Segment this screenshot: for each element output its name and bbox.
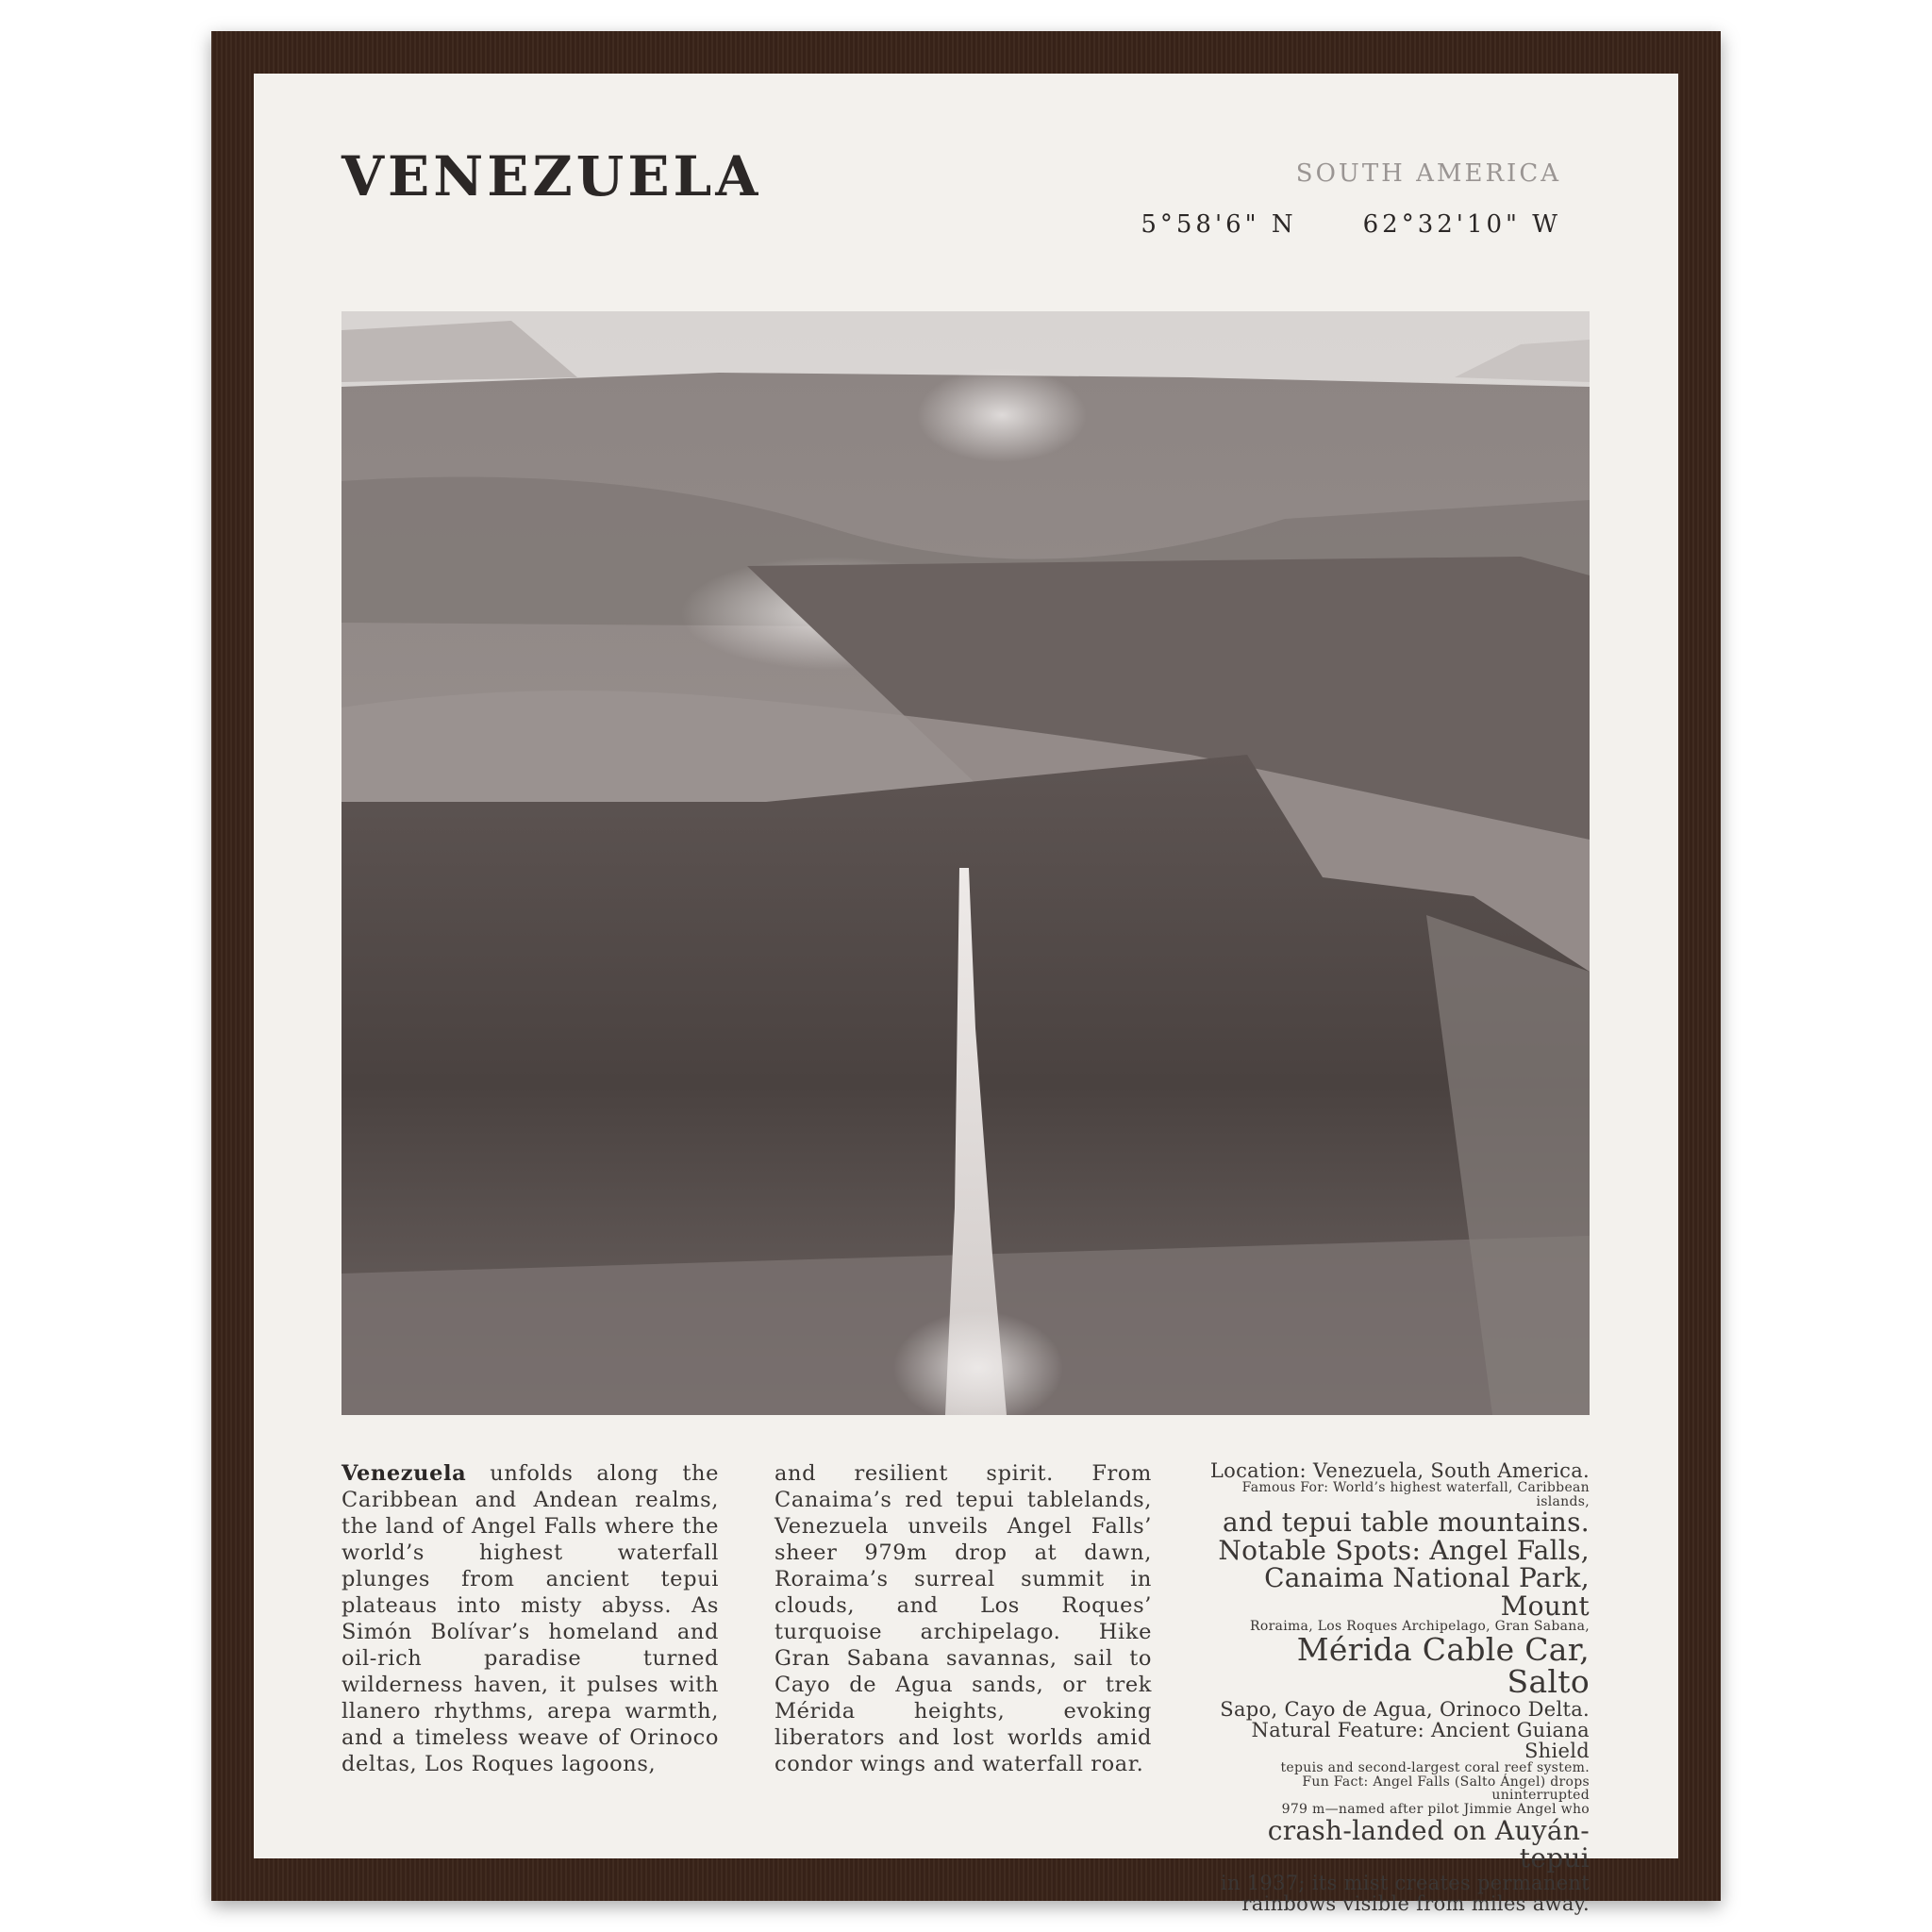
fact-line: and tepui table mountains. xyxy=(1223,1507,1590,1539)
page-title: VENEZUELA xyxy=(341,144,762,208)
intro-text: unfolds along the Caribbean and Andean realms, the land of Angel Falls where the world’s highest waterfall plunges from ancient tepui plateaus into misty abyss. As Simón Bolívar’s homeland and oil-rich paradise turned wilderness haven, it pulses with llanero rhythms, arepa warmth, and a timeless weave of Orinoco deltas, Los Roques lagoons, xyxy=(341,1461,719,1776)
facts-column xyxy=(1208,1460,1590,1914)
region-label: SOUTH AMERICA xyxy=(1295,159,1561,188)
fact-line: Roraima, Los Roques Archipelago, Gran Sabana, xyxy=(1250,1618,1590,1634)
landscape-photo xyxy=(341,311,1590,1415)
fact-line: Sapo, Cayo de Agua, Orinoco Delta. xyxy=(1220,1697,1590,1721)
fact-line: crash-landed on Auyán-tepui xyxy=(1267,1814,1590,1874)
fact-line: tepuis and second-largest coral reef system. xyxy=(1280,1760,1590,1776)
fact-line: Notable Spots: Angel Falls, xyxy=(1218,1534,1590,1566)
intro-column xyxy=(341,1460,719,1914)
longitude: 62°32'10" W xyxy=(1362,210,1561,239)
coordinates xyxy=(1141,210,1561,239)
fact-line: Fun Fact: Angel Falls (Salto Ángel) drops uninterrupted xyxy=(1302,1774,1590,1804)
latitude: 5°58'6" N xyxy=(1141,210,1297,239)
fact-line: in 1937; its mist creates permanent xyxy=(1220,1871,1590,1894)
fact-line: Mérida Cable Car, Salto xyxy=(1296,1630,1590,1701)
text-columns xyxy=(341,1460,1590,1914)
fact-line: Location: Venezuela, South America. xyxy=(1209,1459,1590,1482)
continuation-column: and resilient spirit. From Canaima’s red tepui tablelands, Venezuela unveils Angel Falls’ sheer 979m drop at dawn, Roraima’s surreal summit in clouds, and Los Roques’ turquoise archipelago. Hike Gran Sabana savannas, sail to Cayo de Agua sands, or trek Mérida heights, evoking liberators and lost worlds amid condor wings and waterfall roar. xyxy=(774,1461,1152,1776)
fact-line: Natural Feature: Ancient Guiana Shield xyxy=(1251,1719,1590,1763)
fact-line: Canaima National Park, Mount xyxy=(1264,1562,1590,1622)
poster-paper xyxy=(254,74,1678,1915)
fact-line: 979 m—named after pilot Jimmie Angel who xyxy=(1281,1802,1590,1818)
picture-frame xyxy=(211,31,1721,1915)
fact-line: Famous For: World’s highest waterfall, Caribbean islands, xyxy=(1241,1480,1590,1509)
fact-line: rainbows visible from miles away. xyxy=(1241,1891,1590,1915)
intro-lead: Venezuela xyxy=(341,1461,467,1486)
